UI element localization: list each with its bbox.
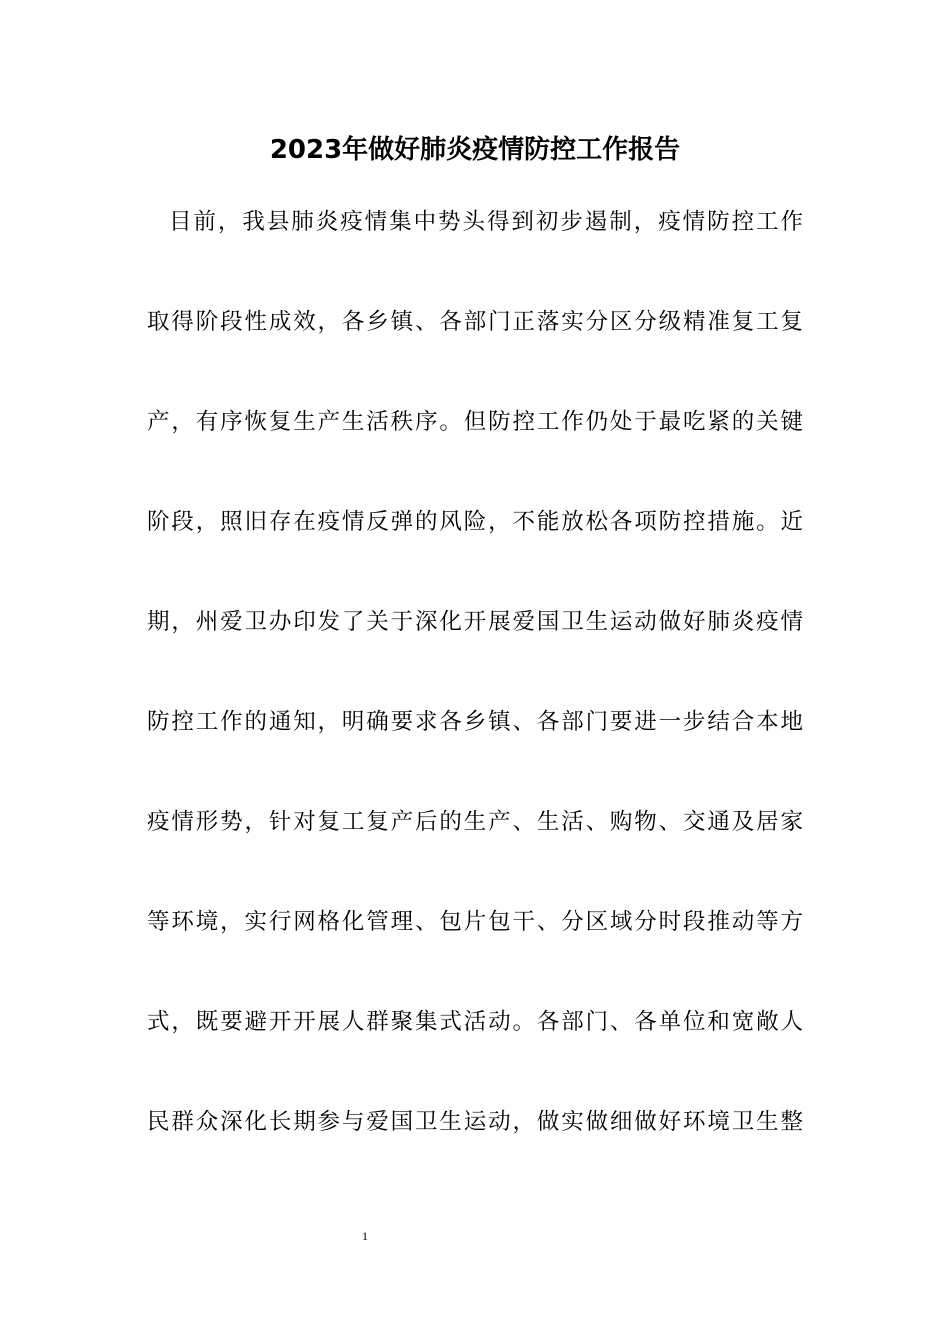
document-title: 2023年做好肺炎疫情防控工作报告 [269, 135, 681, 165]
paragraph-line: 民群众深化长期参与爱国卫生运动，做实做细做好环境卫生整 [147, 1109, 803, 1135]
paragraph-line: 期，州爱卫办印发了关于深化开展爱国卫生运动做好肺炎疫情 [147, 609, 803, 635]
page-number: 1 [362, 1229, 368, 1243]
paragraph-line: 阶段，照旧存在疫情反弹的风险，不能放松各项防控措施。近 [147, 509, 803, 535]
paragraph-line: 式，既要避开开展人群聚集式活动。各部门、各单位和宽敞人 [147, 1009, 803, 1035]
paragraph-line: 防控工作的通知，明确要求各乡镇、各部门要进一步结合本地 [147, 709, 803, 735]
paragraph-line: 目前，我县肺炎疫情集中势头得到初步遏制，疫情防控工作 [169, 209, 803, 235]
paragraph-line: 等环境，实行网格化管理、包片包干、分区域分时段推动等方 [147, 909, 803, 935]
paragraph-line: 取得阶段性成效，各乡镇、各部门正落实分区分级精准复工复 [147, 309, 803, 335]
paragraph-line: 产，有序恢复生产生活秩序。但防控工作仍处于最吃紧的关键 [147, 409, 803, 435]
paragraph-line: 疫情形势，针对复工复产后的生产、生活、购物、交通及居家 [147, 809, 803, 835]
